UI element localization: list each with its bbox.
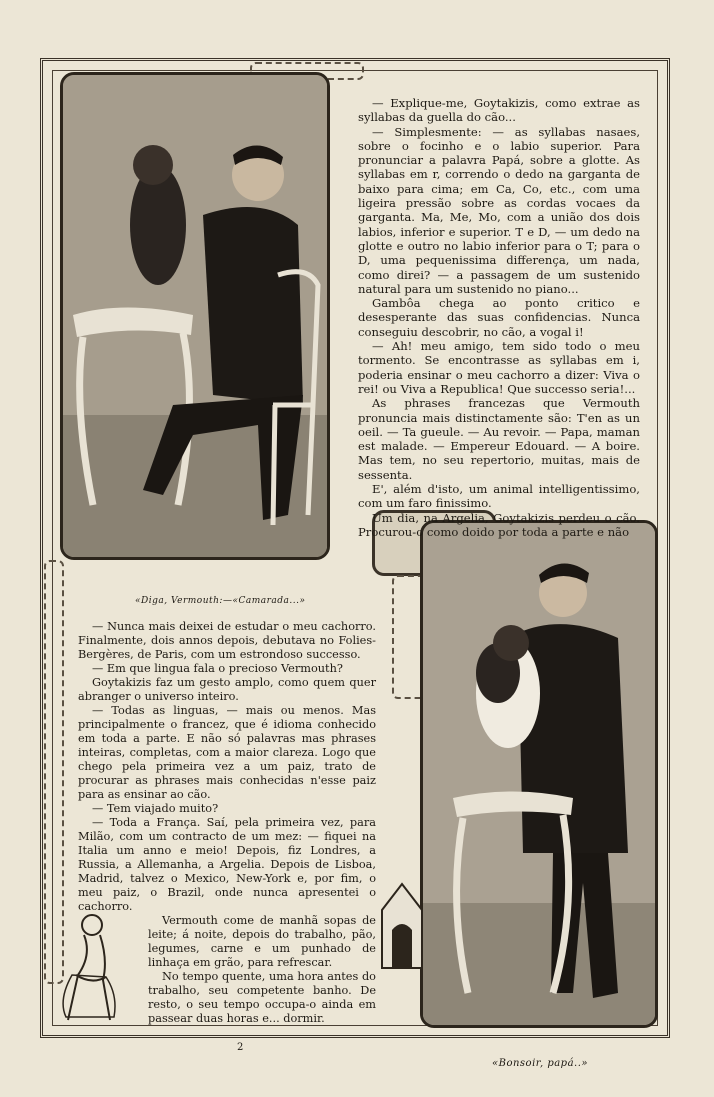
paragraph: — Ah! meu amigo, tem sido todo o meu tormento. Se encontrasse as syllabas em i, poderia ensinar o meu cachorro a dizer: Viva o rei! ou Viva a Republica! Que successo seria!... [358,339,640,396]
paragraph: — Tem viajado muito? [92,802,219,815]
article-column-left [78,620,376,1026]
paragraph: Um dia, na Argelia, Goytakizis perdeu o cão. Procurou-o como doido por toda a parte e não [358,510,640,539]
paragraph: Vermouth come de manhã sopas de leite; á noite, depois do trabalho, pão, legumes, carne e um punhado de linhaça em grão, para refrescar. [148,914,376,969]
paragraph: No tempo quente, uma hora antes do trabalho, seu competente banho. De resto, o seu tempo occupa-o ainda em passear duas horas e... dormir. [148,970,376,1025]
photo-caption-right: «Bonsoir, papá..» [492,1058,589,1069]
paragraph: Gambôa chega ao ponto critico e desesperante das suas confidencias. Nunca conseguiu descobrir, no cão, a vogal i! [358,296,640,339]
paragraph: Goytakizis faz um gesto amplo, como quem quer abranger o universo inteiro. [78,676,376,703]
paragraph: — Nunca mais deixei de estudar o meu cachorro. Finalmente, dois annos depois, debutava no Folies-Bergères, de Paris, com um estrondoso successo. [78,620,376,661]
paragraph: — Explique-me, Goytakizis, como extrae as syllabas da guella do cão... [358,96,640,125]
doghouse-ornament [380,880,424,970]
photo-man-with-dog-seated [60,72,330,560]
paragraph: — Em que lingua fala o precioso Vermouth? [92,662,343,675]
paragraph: As phrases francezas que Vermouth pronuncia mais distinctamente são: T'en as un oeil. — Ta gueule. — Au revoir. — Papa, maman est malade. — Empereur Edouard. — A boire. Mas tem, no seu repertorio, muitas, mais de sessenta. [358,396,640,482]
article-column-right [358,96,640,539]
paragraph: E', além d'isto, um animal intelligentissimo, com um faro finissimo. [358,482,640,511]
paragraph: — Simplesmente: — as syllabas nasaes, sobre o focinho e o labio superior. Para pronunciar a palavra Papá, sobre a glotte. As syllabas em r, correndo o dedo na garganta de baixo para cima; em Ca, Co, etc., com uma ligeira pressão sobre as cordas vocaes da garganta. Ma, Me, Mo, com a união dos dois labios, inferior e superior. T e D, — um dedo na glotte e outro no labio inferior para o T; para o D, uma pequenissima differença, um nada, como direi? — a passagem de um sustenido natural para um sustenido no piano... [358,124,640,296]
page-number: 2 [237,1042,244,1053]
photo-caption-left: «Diga, Vermouth:—«Camarada...» [135,596,306,606]
photo-man-with-dog-standing [420,520,658,1028]
paragraph: — Toda a França. Saí, pela primeira vez, para Milão, com um contracto de um mez: — fiquei na Italia um anno e meio! Depois, fiz Londres, a Russia, a Allemanha, a Argelia. Depois de Lisboa, Madrid, talvez o Mexico, New-York e, por fim, o meu paiz, o Brazil, onde nunca apresentei o cachorro. [78,816,376,913]
paragraph: — Todas as linguas, — mais ou menos. Mas principalmente o francez, que é idioma conhecido em toda a parte. E não só palavras mas phrases inteiras, completas, com a maior clareza. Logo que chego pela primeira vez a um paiz, trato de procurar as phrases mais conhecidas n'esse paiz para as ensinar ao cão. [78,704,376,801]
